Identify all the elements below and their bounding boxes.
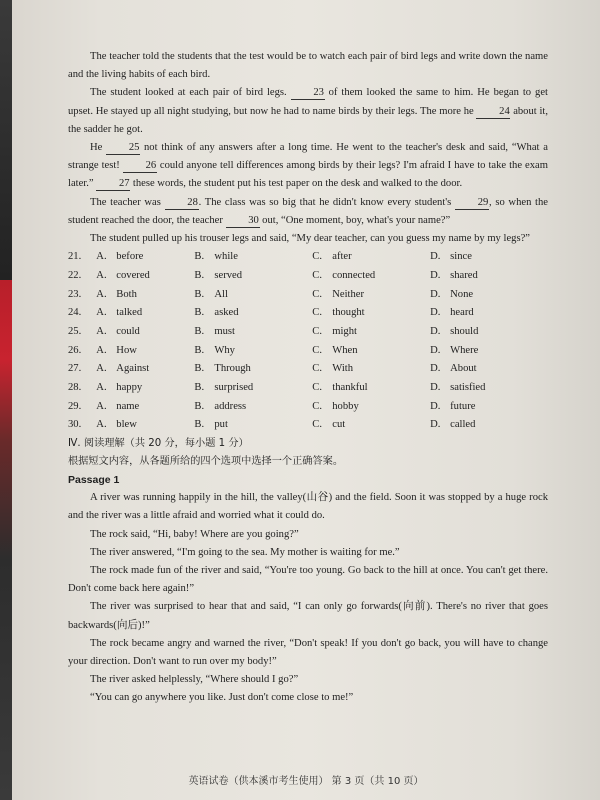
text: of them looked the same to him. He began to get upset. He stayed up all night studying, but now he had to name birds by their legs. The more he xyxy=(68,87,548,117)
passage-paragraph: The river asked helplessly, “Where should I go?” xyxy=(90,674,299,686)
option-letter: C. xyxy=(312,307,322,319)
option-d: since xyxy=(450,251,472,263)
option-a: talked xyxy=(116,307,143,319)
option-letter: C. xyxy=(312,325,322,337)
option-b: All xyxy=(214,288,228,300)
option-letter: C. xyxy=(312,419,322,431)
option-letter: C. xyxy=(312,400,322,412)
option-letter: A. xyxy=(96,325,107,337)
option-d: About xyxy=(450,363,477,375)
option-letter: B. xyxy=(194,419,205,431)
text: , so when the student reached the door, the teacher xyxy=(68,196,549,226)
question-number: 21. xyxy=(68,251,82,263)
option-letter: B. xyxy=(194,344,205,356)
blank-27: 27 xyxy=(96,177,130,191)
option-b: must xyxy=(214,325,235,337)
option-letter: D. xyxy=(430,419,441,431)
option-letter: A. xyxy=(96,344,107,356)
option-letter: B. xyxy=(194,325,205,337)
option-a: before xyxy=(116,251,144,263)
blank-25: 25 xyxy=(106,141,140,155)
exam-page xyxy=(12,0,600,800)
option-row xyxy=(68,267,548,286)
option-letter: D. xyxy=(430,269,441,281)
section-heading: Ⅳ. 阅读理解（共 20 分，每小题 1 分） xyxy=(68,438,249,450)
option-d: called xyxy=(450,419,476,431)
option-row xyxy=(68,304,548,323)
option-c: When xyxy=(332,344,358,356)
text: The teacher told the students that the test would be to watch each pair of bird legs and write down the name and the living habits of each bird. xyxy=(68,51,548,81)
text: not think of any answers after a long time. He went to the teacher's desk and said, “What a strange test! xyxy=(68,142,548,172)
option-letter: D. xyxy=(430,344,441,356)
option-d: None xyxy=(450,288,474,300)
cloze-paragraph-3 xyxy=(68,139,548,194)
option-letter: D. xyxy=(430,363,441,375)
option-b: while xyxy=(214,251,238,263)
option-d: should xyxy=(450,325,479,337)
question-number: 27. xyxy=(68,363,82,375)
option-a: How xyxy=(116,344,137,356)
options-table xyxy=(68,248,548,435)
question-number: 22. xyxy=(68,269,82,281)
option-letter: D. xyxy=(430,325,441,337)
option-letter: B. xyxy=(194,269,205,281)
option-c: With xyxy=(332,363,354,375)
option-b: surprised xyxy=(214,382,254,394)
option-c: after xyxy=(332,251,352,263)
option-row xyxy=(68,342,548,361)
option-b: put xyxy=(214,419,228,431)
option-row xyxy=(68,323,548,342)
option-letter: A. xyxy=(96,269,107,281)
option-letter: A. xyxy=(96,382,107,394)
option-c: thankful xyxy=(332,382,368,394)
text: about it, the sadder he got. xyxy=(68,105,548,135)
text: He xyxy=(90,142,107,154)
option-a: blew xyxy=(116,419,137,431)
option-row xyxy=(68,416,548,435)
text: The teacher was xyxy=(90,196,165,208)
option-b: Why xyxy=(214,344,235,356)
passage-paragraph: A river was running happily in the hill, the valley(山谷) and the field. Soon it was stopped by a huge rock and the river was a little afraid and worried what it could do. xyxy=(68,492,548,522)
option-d: future xyxy=(450,400,476,412)
text: these words, the student put his test paper on the desk and walked to the door. xyxy=(130,178,463,190)
text: could anyone tell differences among birds by their legs? I'm afraid I have to take the exam later.” xyxy=(68,160,548,190)
option-letter: A. xyxy=(96,400,107,412)
passage-paragraph: The river was surprised to hear that and said, “I can only go forwards(向前). There's no river that goes backwards(向后)!” xyxy=(68,601,548,631)
passage-paragraph: The rock became angry and warned the river, “Don't speak! If you don't go back, you will have to change your direction. Don't want to run over my body!” xyxy=(68,637,548,667)
option-letter: A. xyxy=(96,363,107,375)
option-c: connected xyxy=(332,269,376,281)
option-row xyxy=(68,286,548,305)
option-letter: C. xyxy=(312,269,322,281)
option-letter: B. xyxy=(194,382,205,394)
option-a: could xyxy=(116,325,140,337)
option-a: happy xyxy=(116,382,143,394)
option-letter: D. xyxy=(430,400,441,412)
option-letter: B. xyxy=(194,400,205,412)
question-number: 25. xyxy=(68,325,82,337)
option-b: asked xyxy=(214,307,239,319)
option-letter: C. xyxy=(312,344,322,356)
option-letter: B. xyxy=(194,307,205,319)
blank-26: 26 xyxy=(123,159,157,173)
option-letter: B. xyxy=(194,288,205,300)
option-b: address xyxy=(214,400,247,412)
page-footer: 英语试卷（供本溪市考生使用） 第 3 页（共 10 页） xyxy=(188,776,424,787)
option-letter: A. xyxy=(96,251,107,263)
cloze-paragraph-2 xyxy=(68,84,548,139)
option-letter: A. xyxy=(96,288,107,300)
passage-paragraph: “You can go anywhere you like. Just don't come close to me!” xyxy=(90,692,354,704)
passage-paragraph: The rock said, “Hi, baby! Where are you going?” xyxy=(90,528,299,540)
option-row xyxy=(68,248,548,267)
question-number: 24. xyxy=(68,307,82,319)
option-letter: C. xyxy=(312,251,322,263)
blank-29: 29 xyxy=(455,196,489,210)
option-letter: C. xyxy=(312,288,322,300)
option-d: Where xyxy=(450,344,479,356)
section-instruction: 根据短文内容，从各题所给的四个选项中选择一个正确答案。 xyxy=(68,456,344,468)
option-letter: D. xyxy=(430,307,441,319)
text: . The class was so big that he didn't know every student's xyxy=(198,196,455,208)
option-letter: D. xyxy=(430,382,441,394)
option-a: name xyxy=(116,400,140,412)
option-a: covered xyxy=(116,269,150,281)
option-letter: C. xyxy=(312,363,322,375)
blank-28: 28 xyxy=(165,196,199,210)
cloze-paragraph-1 xyxy=(68,48,548,84)
option-c: might xyxy=(332,325,357,337)
option-letter: B. xyxy=(194,363,205,375)
option-c: hobby xyxy=(332,400,359,412)
option-row xyxy=(68,379,548,398)
text: out, “One moment, boy, what's your name?” xyxy=(259,214,451,226)
option-letter: D. xyxy=(430,251,441,263)
option-d: shared xyxy=(450,269,478,281)
question-number: 28. xyxy=(68,382,82,394)
option-letter: A. xyxy=(96,307,107,319)
option-a: Against xyxy=(116,363,150,375)
blank-30: 30 xyxy=(226,214,260,228)
cloze-paragraph-5 xyxy=(68,230,548,248)
option-c: cut xyxy=(332,419,346,431)
option-b: Through xyxy=(214,363,251,375)
passage-title: Passage 1 xyxy=(68,474,120,487)
blank-23: 23 xyxy=(291,86,325,100)
option-row xyxy=(68,360,548,379)
option-letter: C. xyxy=(312,382,322,394)
question-number: 23. xyxy=(68,288,82,300)
text: The student pulled up his trouser legs and said, “My dear teacher, can you guess my name by my legs?” xyxy=(90,233,530,245)
option-row xyxy=(68,398,548,417)
question-number: 29. xyxy=(68,400,82,412)
option-b: served xyxy=(214,269,243,281)
option-d: satisfied xyxy=(450,382,486,394)
blank-24: 24 xyxy=(476,105,510,119)
passage-paragraph: The river answered, “I'm going to the sea. My mother is waiting for me.” xyxy=(90,546,400,558)
cloze-paragraph-4 xyxy=(68,194,548,230)
question-number: 26. xyxy=(68,344,82,356)
page-content xyxy=(68,48,548,708)
option-letter: B. xyxy=(194,251,205,263)
text: The student looked at each pair of bird legs. xyxy=(90,87,291,99)
passage-paragraph: The rock made fun of the river and said, “You're too young. Go back to the hill at once. You can't get there. Don't come back here again!” xyxy=(68,564,548,595)
option-c: Neither xyxy=(332,288,365,300)
question-number: 30. xyxy=(68,419,82,431)
option-letter: D. xyxy=(430,288,441,300)
option-letter: A. xyxy=(96,419,107,431)
option-a: Both xyxy=(116,288,137,300)
option-c: thought xyxy=(332,307,365,319)
option-d: heard xyxy=(450,307,474,319)
